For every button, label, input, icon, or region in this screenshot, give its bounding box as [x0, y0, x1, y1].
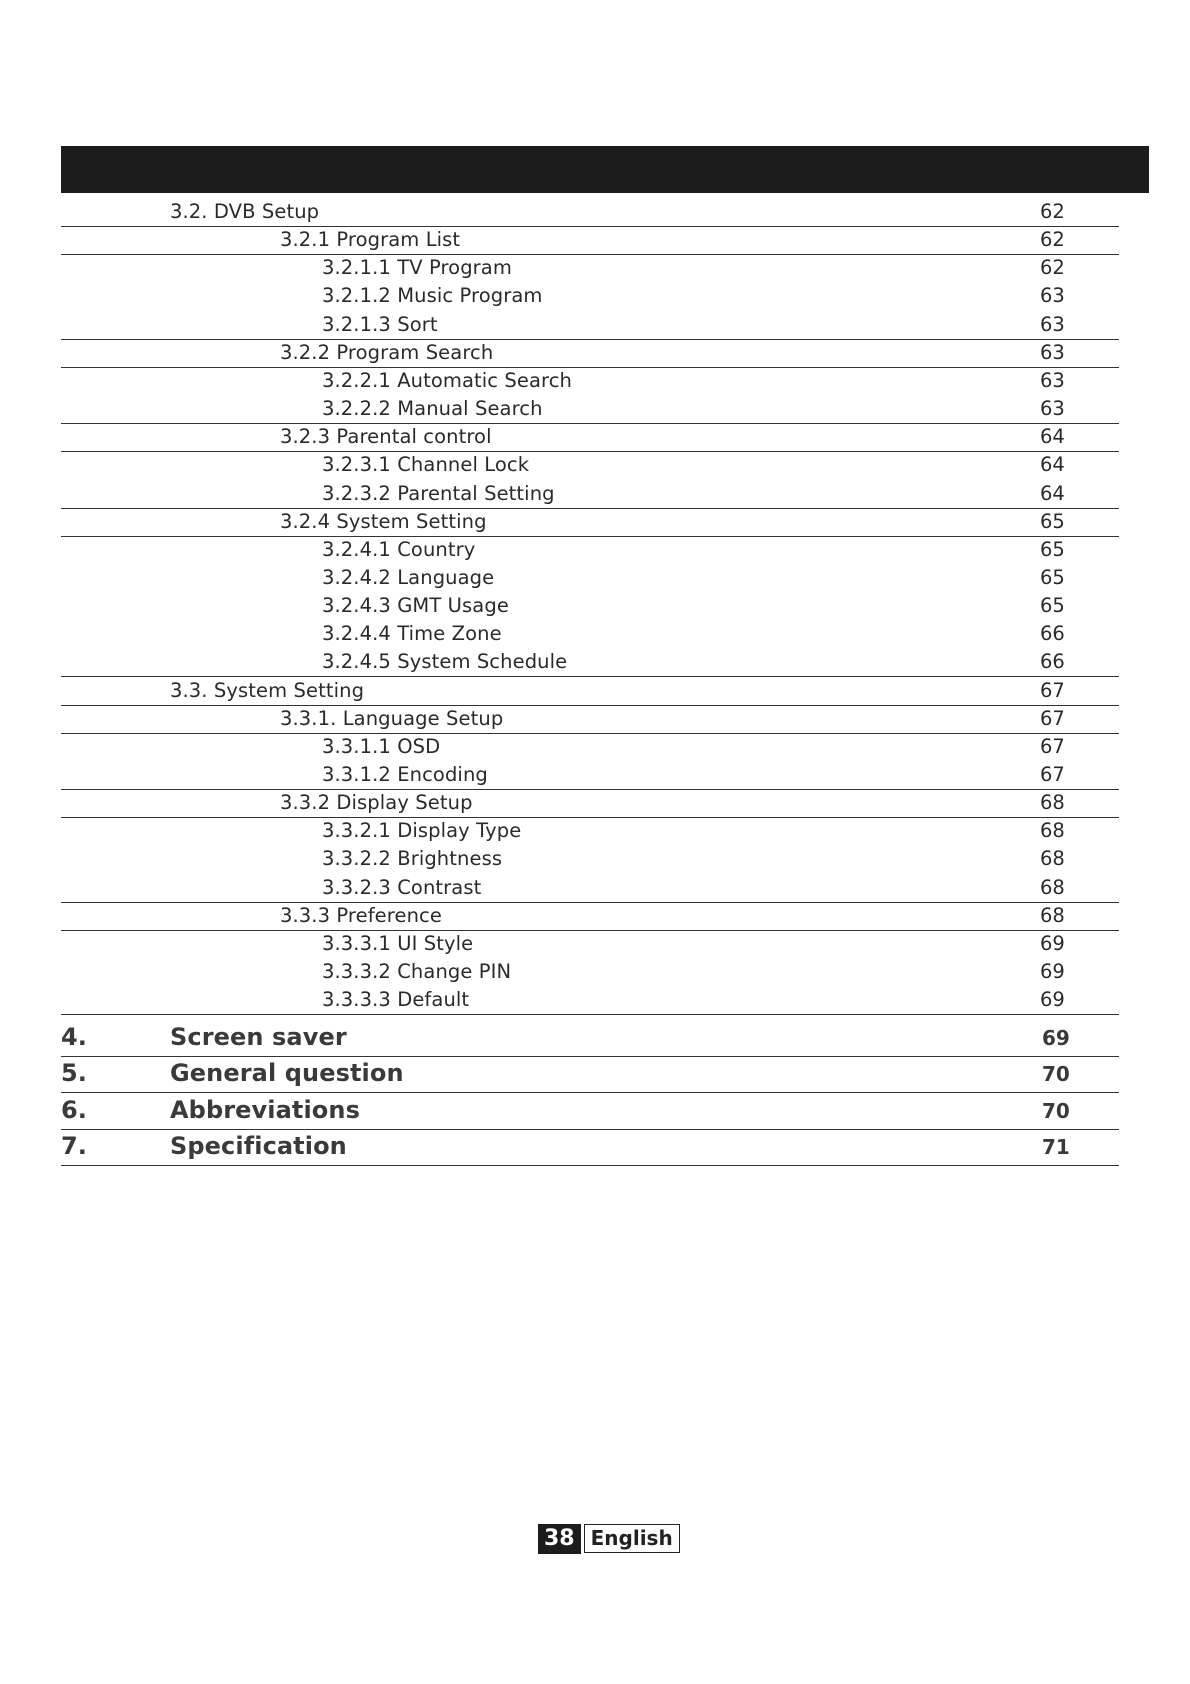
page-number: 38 — [538, 1524, 581, 1554]
divider-rule — [61, 508, 1119, 509]
toc-entry-page: 69 — [1040, 960, 1065, 984]
toc-entry-page: 62 — [1040, 228, 1065, 252]
toc-entry-title: 3.2.2 Program Search — [280, 340, 494, 364]
toc-entry-page: 63 — [1040, 284, 1065, 308]
divider-rule — [61, 676, 1119, 677]
divider-rule — [61, 451, 1119, 452]
divider-rule — [61, 1056, 1119, 1057]
toc-entry-page: 67 — [1040, 734, 1065, 758]
toc-entry-page: 68 — [1040, 819, 1065, 843]
toc-chapter-page: 69 — [1042, 1026, 1070, 1050]
toc-entry-page: 63 — [1040, 368, 1065, 392]
toc-entry-title: 3.2.1 Program List — [280, 228, 461, 252]
toc-entry-title: 3.2.4.4 Time Zone — [322, 622, 502, 646]
toc-entry-page: 62 — [1040, 256, 1065, 280]
toc-entry-title: 3.3.3.3 Default — [322, 988, 470, 1012]
toc-chapter-title: Abbreviations — [170, 1096, 360, 1124]
toc-chapter-number: 7. — [61, 1132, 87, 1160]
toc-entry-page: 63 — [1040, 312, 1065, 336]
toc-entry-title: 3.3.3.2 Change PIN — [322, 960, 512, 984]
toc-entry-page: 65 — [1040, 565, 1065, 589]
toc-entry-title: 3.3.1. Language Setup — [280, 706, 504, 730]
toc-chapter-page: 70 — [1042, 1099, 1070, 1123]
divider-rule — [61, 254, 1119, 255]
toc-entry-page: 68 — [1040, 875, 1065, 899]
language-label: English — [584, 1524, 680, 1553]
toc-chapter-page: 70 — [1042, 1062, 1070, 1086]
toc-entry-title: 3.2.1.1 TV Program — [322, 256, 512, 280]
toc-entry-page: 64 — [1040, 453, 1065, 477]
divider-rule — [61, 733, 1119, 734]
toc-chapter-page: 71 — [1042, 1135, 1070, 1159]
toc-entry-page: 63 — [1040, 397, 1065, 421]
toc-chapter-title: Specification — [170, 1132, 347, 1160]
divider-rule — [61, 705, 1119, 706]
toc-entry-title: 3.3.2 Display Setup — [280, 791, 473, 815]
toc-chapter-number: 6. — [61, 1096, 87, 1124]
toc-chapter-title: General question — [170, 1059, 404, 1087]
divider-rule — [61, 423, 1119, 424]
toc-entry-page: 64 — [1040, 425, 1065, 449]
divider-rule — [61, 789, 1119, 790]
toc-entry-page: 63 — [1040, 340, 1065, 364]
toc-entry-title: 3.3.2.2 Brightness — [322, 847, 503, 871]
toc-chapter-number: 4. — [61, 1023, 87, 1051]
toc-entry-title: 3.2.4.3 GMT Usage — [322, 594, 509, 618]
divider-rule — [61, 1165, 1119, 1166]
toc-entry-page: 66 — [1040, 650, 1065, 674]
toc-entry-page: 62 — [1040, 200, 1065, 223]
toc-entry-page: 65 — [1040, 537, 1065, 561]
toc-chapter-number: 5. — [61, 1059, 87, 1087]
divider-rule — [61, 1014, 1119, 1015]
toc-entry-title: 3.2.1.3 Sort — [322, 312, 438, 336]
divider-rule — [61, 1129, 1119, 1130]
toc-entry-title: 3.2.4.1 Country — [322, 537, 476, 561]
toc-entry-page: 67 — [1040, 706, 1065, 730]
toc-entry-page: 68 — [1040, 847, 1065, 871]
toc-entry-page: 64 — [1040, 481, 1065, 505]
toc-entry-title: 3.2.4.2 Language — [322, 565, 495, 589]
toc-entry-title: 3.3.2.1 Display Type — [322, 819, 522, 843]
divider-rule — [61, 930, 1119, 931]
toc-entry-page: 69 — [1040, 931, 1065, 955]
toc-entry-page: 67 — [1040, 763, 1065, 786]
toc-entry-page: 65 — [1040, 509, 1065, 533]
toc-entry-title: 3.2.4.5 System Schedule — [322, 650, 568, 674]
toc-entry-page: 68 — [1040, 903, 1065, 927]
toc-entry-title: 3.3.3.1 UI Style — [322, 931, 474, 955]
toc-entry-title: 3.2.3.2 Parental Setting — [322, 481, 555, 505]
toc-entry-page: 66 — [1040, 622, 1065, 646]
divider-rule — [61, 339, 1119, 340]
divider-rule — [61, 226, 1119, 227]
toc-entry-title: 3.2.3.1 Channel Lock — [322, 453, 530, 477]
toc-entry-page: 68 — [1040, 791, 1065, 815]
divider-rule — [61, 817, 1119, 818]
toc-entry-title: 3.3.1.1 OSD — [322, 734, 441, 758]
toc-entry-title: 3.3.1.2 Encoding — [322, 763, 488, 786]
toc-entry-title: 3.3. System Setting — [170, 678, 365, 702]
toc-entry-title: 3.3.3 Preference — [280, 903, 442, 927]
divider-rule — [61, 1092, 1119, 1093]
page-footer — [538, 1524, 680, 1554]
divider-rule — [61, 902, 1119, 903]
toc-entry-page: 65 — [1040, 594, 1065, 618]
toc-entry-title: 3.2.4 System Setting — [280, 509, 487, 533]
toc-entry-title: 3.2.2.1 Automatic Search — [322, 368, 573, 392]
toc-entry-page: 67 — [1040, 678, 1065, 702]
toc-entry-title: 3.2.3 Parental control — [280, 425, 492, 449]
divider-rule — [61, 536, 1119, 537]
divider-rule — [61, 367, 1119, 368]
toc-entry-title: 3.2. DVB Setup — [170, 200, 320, 223]
toc-entry-title: 3.2.1.2 Music Program — [322, 284, 543, 308]
toc-entry-title: 3.2.2.2 Manual Search — [322, 397, 543, 421]
toc-chapter-title: Screen saver — [170, 1023, 347, 1051]
toc-entry-page: 69 — [1040, 988, 1065, 1012]
toc-entry-title: 3.3.2.3 Contrast — [322, 875, 482, 899]
